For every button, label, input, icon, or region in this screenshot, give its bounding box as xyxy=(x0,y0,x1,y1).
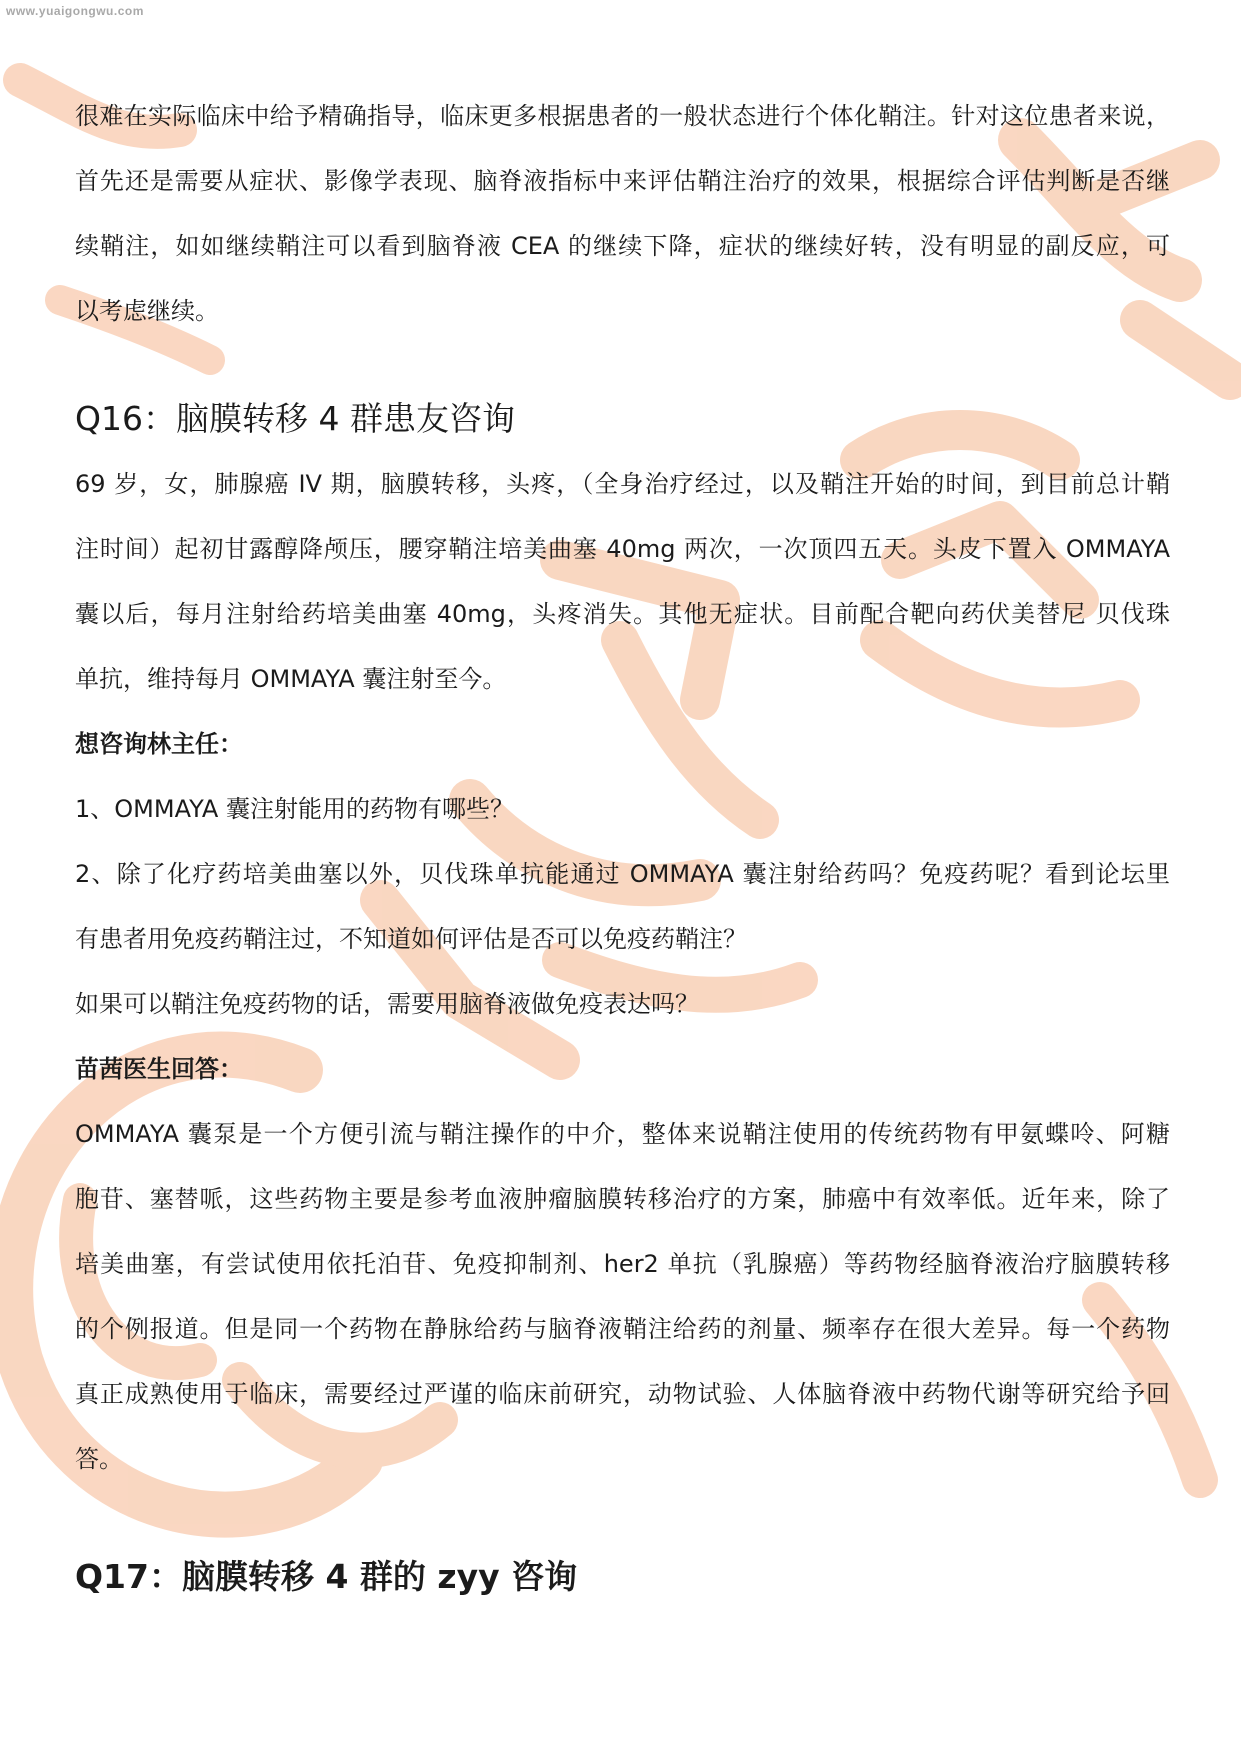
q16-case-line: 单抗，维持每月 OMMAYA 囊注射至今。 xyxy=(75,665,507,693)
site-watermark-text: www.yuaigongwu.com xyxy=(6,4,144,18)
answer-line: 真正成熟使用于临床，需要经过严谨的临床前研究，动物试验、人体脑脊液中药物代谢等研究给予回 xyxy=(75,1380,1170,1408)
intro-line: 以考虑继续。 xyxy=(75,297,219,325)
answer-line: OMMAYA 囊泵是一个方便引流与鞘注操作的中介，整体来说鞘注使用的传统药物有甲氨蝶呤、阿糖 xyxy=(75,1120,1170,1148)
section-gap xyxy=(75,344,1170,386)
question-line: 2、除了化疗药培美曲塞以外，贝伐珠单抗能通过 OMMAYA 囊注射给药吗？免疫药呢？看到论坛里 xyxy=(75,860,1170,888)
ask-heading: 想咨询林主任： xyxy=(75,730,243,758)
question-line: 有患者用免疫药鞘注过，不知道如何评估是否可以免疫药鞘注？ xyxy=(75,925,747,953)
answer-line: 答。 xyxy=(75,1445,123,1473)
intro-line: 续鞘注，如如继续鞘注可以看到脑脊液 CEA 的继续下降，症状的继续好转，没有明显的副反应，可 xyxy=(75,232,1170,260)
answer-heading: 苗茜医生回答： xyxy=(75,1055,243,1083)
intro-line: 很难在实际临床中给予精确指导，临床更多根据患者的一般状态进行个体化鞘注。针对这位患者来说， xyxy=(75,102,1170,130)
q17-title: Q17：脑膜转移 4 群的 zyy 咨询 xyxy=(75,1557,578,1596)
document-body xyxy=(75,84,1170,1610)
answer-line: 培美曲塞，有尝试使用依托泊苷、免疫抑制剂、her2 单抗（乳腺癌）等药物经脑脊液治疗脑膜转移 xyxy=(75,1250,1170,1278)
q16-questions xyxy=(75,777,1170,1037)
q16-answer-paragraph xyxy=(75,1102,1170,1492)
intro-line: 首先还是需要从症状、影像学表现、脑脊液指标中来评估鞘注治疗的效果，根据综合评估判断是否继 xyxy=(75,167,1170,195)
q16-case-line: 囊以后，每月注射给药培美曲塞 40mg，头疼消失。其他无症状。目前配合靶向药伏美替尼 贝伐珠 xyxy=(75,600,1170,628)
q16-case-paragraph xyxy=(75,452,1170,712)
q16-title: Q16：脑膜转移 4 群患友咨询 xyxy=(75,399,515,438)
q16-case-line: 注时间）起初甘露醇降颅压，腰穿鞘注培美曲塞 40mg 两次，一次顶四五天。头皮下置入 OMMAYA xyxy=(75,535,1170,563)
answer-line: 胞苷、塞替哌，这些药物主要是参考血液肿瘤脑膜转移治疗的方案，肺癌中有效率低。近年来，除了 xyxy=(75,1185,1170,1213)
question-line: 1、OMMAYA 囊注射能用的药物有哪些？ xyxy=(75,795,514,823)
answer-line: 的个例报道。但是同一个药物在静脉给药与脑脊液鞘注给药的剂量、频率存在很大差异。每一个药物 xyxy=(75,1315,1170,1343)
question-line: 如果可以鞘注免疫药物的话，需要用脑脊液做免疫表达吗？ xyxy=(75,990,699,1018)
section-gap xyxy=(75,1492,1170,1544)
intro-paragraph xyxy=(75,84,1170,344)
q16-case-line: 69 岁，女，肺腺癌 IV 期，脑膜转移，头疼，（全身治疗经过，以及鞘注开始的时间，到目前总计鞘 xyxy=(75,470,1170,498)
